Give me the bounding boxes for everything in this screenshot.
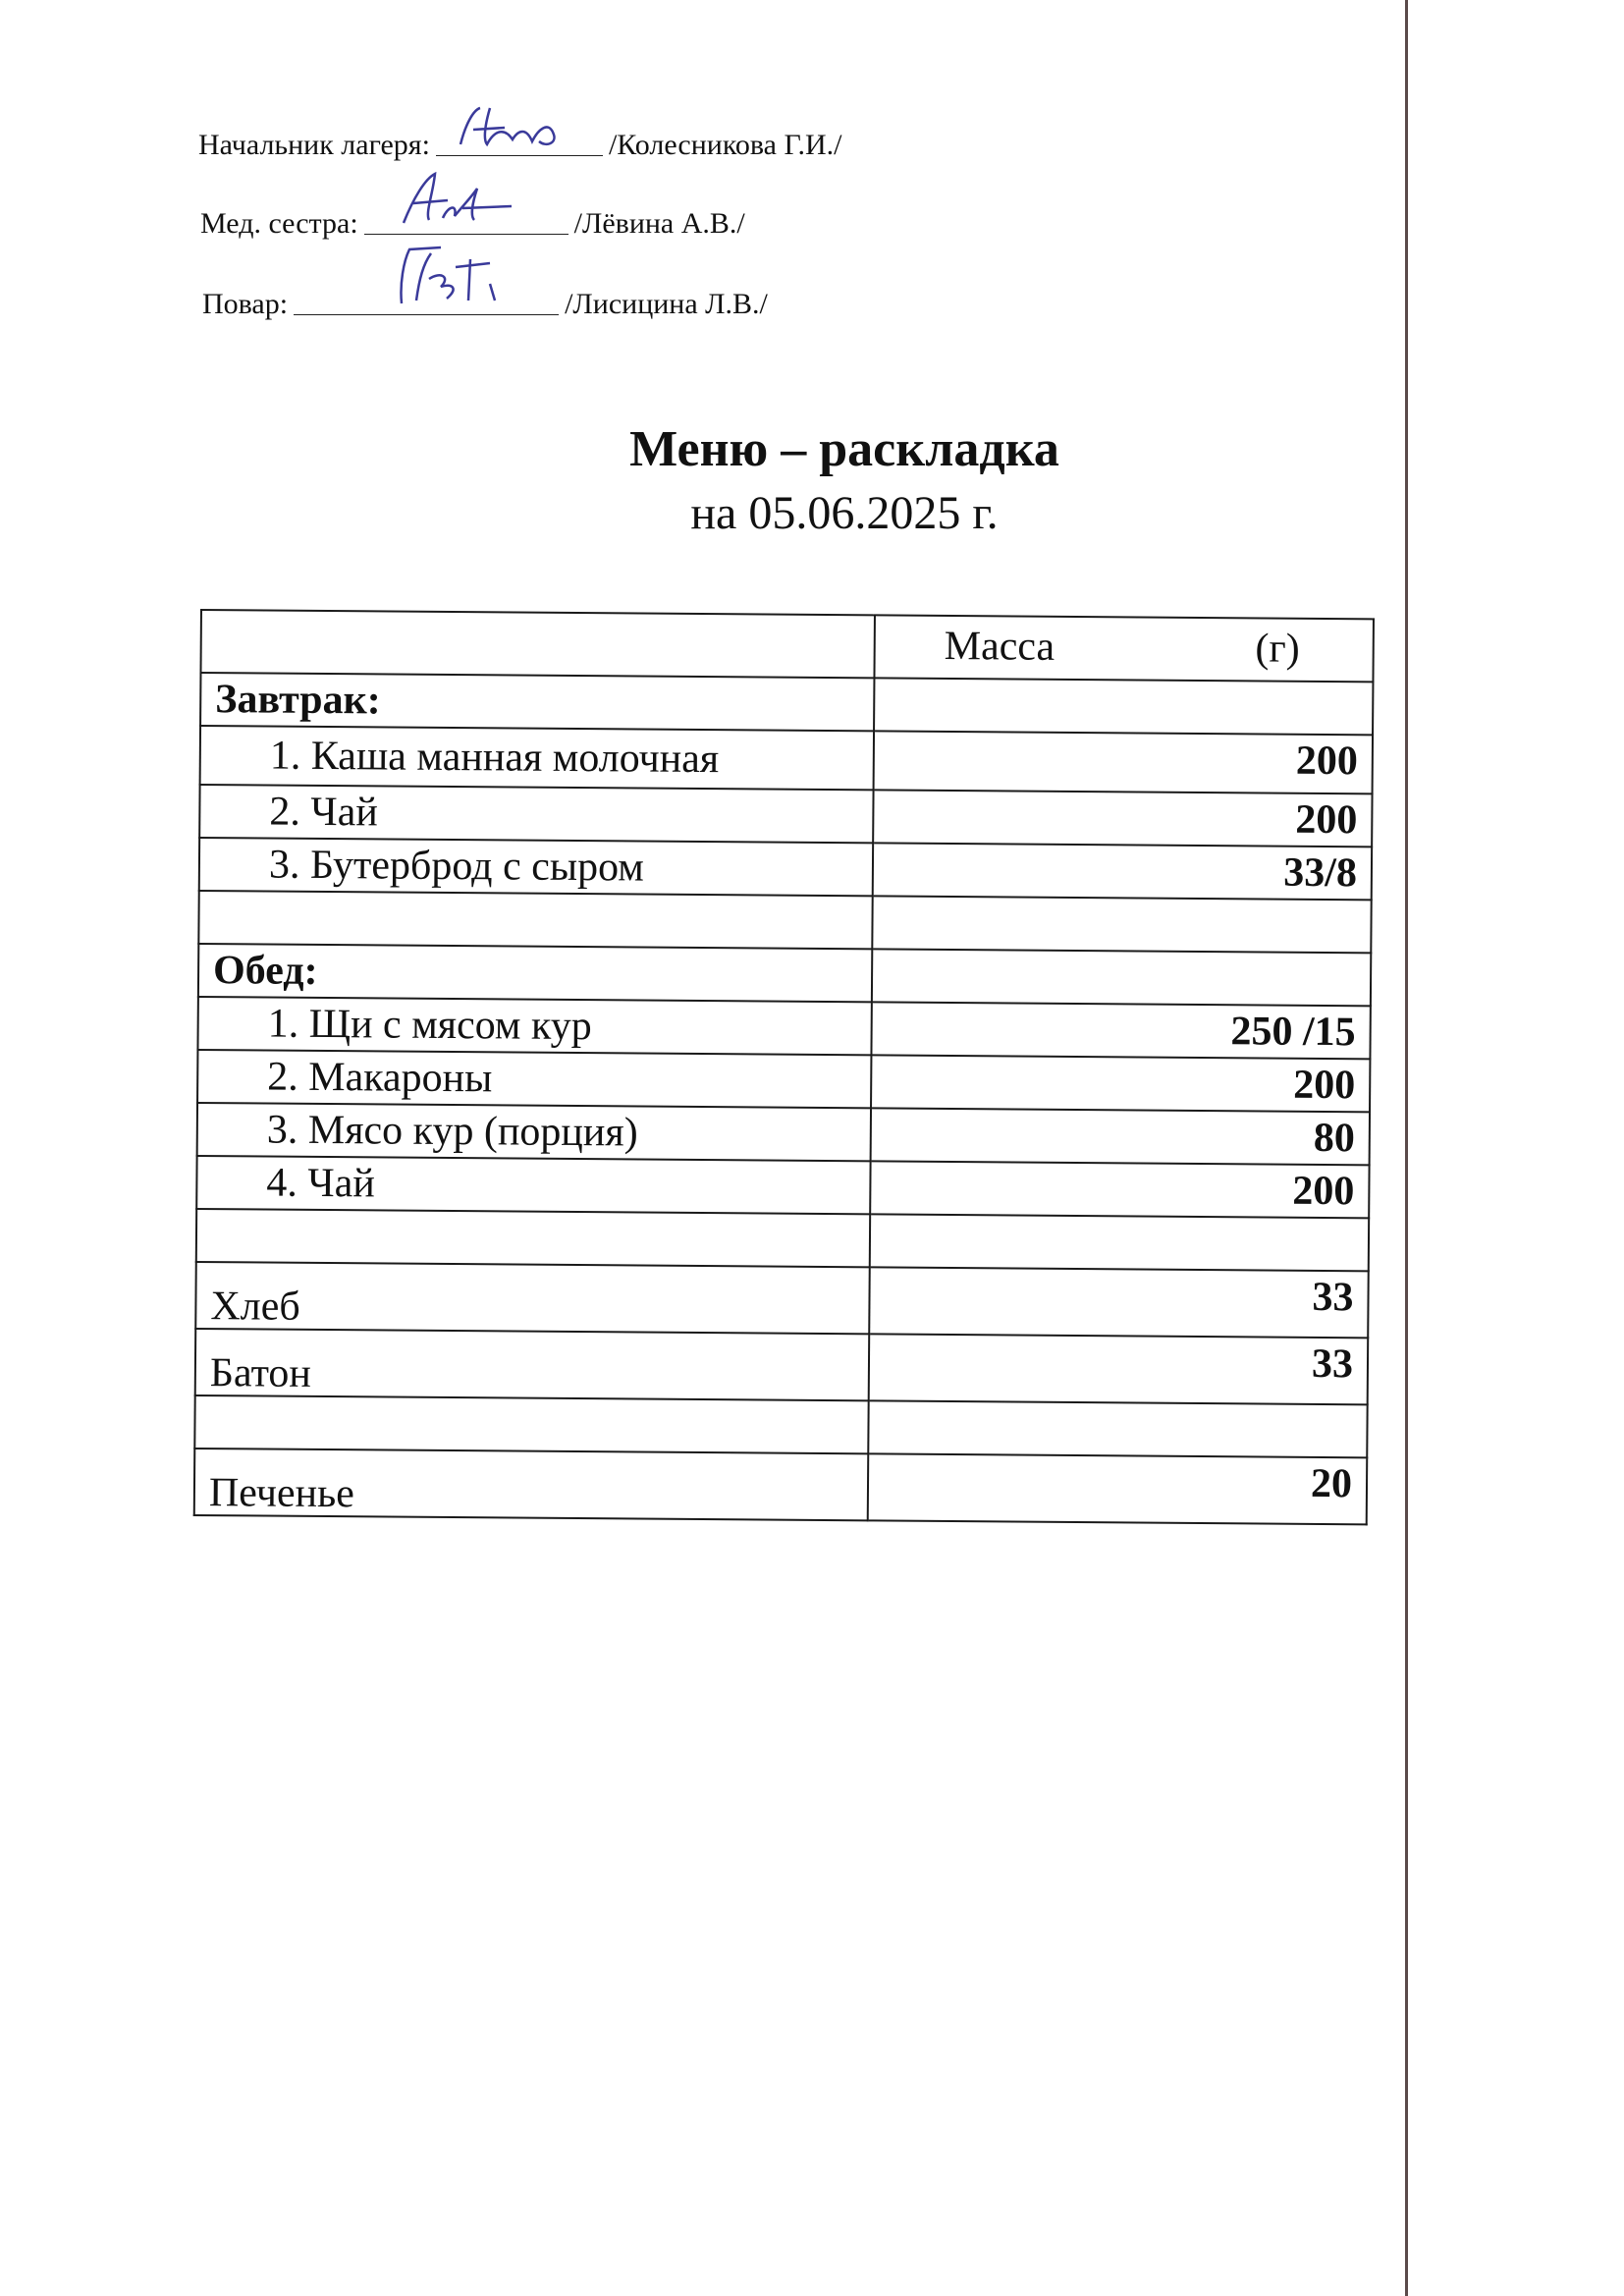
handwritten-signature-icon [294, 240, 559, 318]
handwritten-signature-icon [436, 100, 603, 159]
dish-mass: 200 [874, 731, 1373, 793]
menu-table [193, 609, 1375, 1525]
document-title: Меню – раскладка [629, 421, 1059, 477]
header-mass-cell [874, 615, 1373, 682]
dish-mass: 33/8 [873, 843, 1372, 900]
table-row [195, 1329, 1368, 1404]
table-row [196, 1156, 1369, 1218]
handwritten-signature-icon [364, 169, 568, 238]
signature-role: Начальник лагеря: [198, 129, 430, 161]
dish-name: 1. Щи с мясом кур [197, 997, 871, 1055]
extra-item-name: Батон [195, 1329, 870, 1400]
empty-cell [872, 896, 1371, 953]
section-label: Завтрак: [200, 673, 874, 731]
signature-row-cook [202, 285, 768, 321]
extra-item-mass: 33 [869, 1334, 1369, 1404]
signature-name: /Лисицина Л.В./ [565, 288, 768, 320]
table-row [197, 1050, 1370, 1112]
section-mass-cell [874, 678, 1373, 735]
empty-cell [198, 891, 872, 949]
header-unit-label: (г) [1255, 626, 1300, 672]
empty-cell [194, 1395, 868, 1453]
dish-mass: 200 [873, 790, 1372, 847]
empty-row [196, 1209, 1369, 1271]
table-row [200, 726, 1373, 793]
empty-row [194, 1395, 1367, 1457]
signature-name: /Колесникова Г.И./ [608, 129, 842, 161]
table-row [197, 1103, 1370, 1165]
extra-item-mass: 33 [869, 1267, 1369, 1338]
section-row-lunch [198, 944, 1371, 1006]
dish-name: 3. Мясо кур (порция) [197, 1103, 871, 1161]
dish-mass: 250 /15 [871, 1002, 1370, 1059]
header-name-cell [200, 610, 874, 678]
signature-name: /Лёвина А.В./ [573, 207, 745, 240]
signature-row-nurse [200, 204, 745, 241]
signature-row-camp-head [198, 126, 841, 162]
extra-item-name: Печенье [194, 1449, 869, 1520]
table-header-row [200, 610, 1373, 682]
table-row [195, 1262, 1368, 1338]
signature-line [436, 126, 603, 156]
section-row-breakfast [200, 673, 1373, 735]
signature-line [294, 285, 559, 315]
dish-mass: 80 [871, 1108, 1370, 1165]
table-row [199, 785, 1372, 847]
empty-row [198, 891, 1371, 953]
signature-role: Повар: [202, 288, 289, 320]
empty-cell [868, 1400, 1367, 1457]
table-row [199, 838, 1372, 900]
document-date: на 05.06.2025 г. [690, 487, 999, 539]
section-mass-cell [872, 949, 1371, 1006]
extra-item-mass: 20 [868, 1453, 1368, 1524]
dish-name: 2. Макароны [197, 1050, 871, 1108]
dish-name: 1. Каша манная молочная [200, 726, 874, 790]
dish-name: 4. Чай [196, 1156, 870, 1214]
dish-mass: 200 [870, 1161, 1369, 1218]
table-row [194, 1449, 1367, 1524]
table-row [197, 997, 1370, 1059]
dish-mass: 200 [871, 1055, 1370, 1112]
page-edge-line [1405, 0, 1408, 2296]
signature-line [364, 204, 568, 235]
header-mass-label: Масса [944, 623, 1056, 670]
empty-cell [870, 1214, 1369, 1271]
extra-item-name: Хлеб [195, 1262, 870, 1334]
dish-name: 3. Бутерброд с сыром [199, 838, 873, 896]
section-label: Обед: [198, 944, 872, 1002]
empty-cell [196, 1209, 870, 1267]
dish-name: 2. Чай [199, 785, 873, 843]
signature-role: Мед. сестра: [200, 207, 358, 240]
